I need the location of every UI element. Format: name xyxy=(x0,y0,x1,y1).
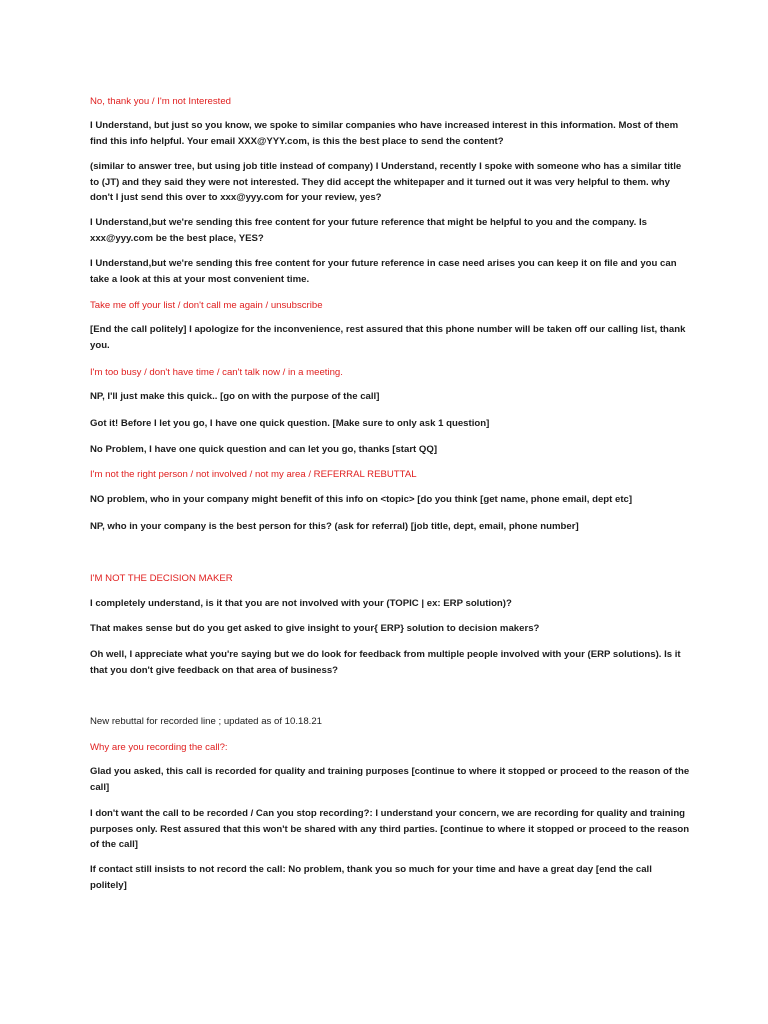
rebuttal-not-decision-maker-2: That makes sense but do you get asked to give insight to your{ ERP} solution to decision makers? xyxy=(90,623,540,634)
rebuttal-not-right-person-1: NO problem, who in your company might benefit of this info on <topic> [do you think [get name, phone email, dept etc] xyxy=(90,494,633,505)
rebuttal-not-decision-maker-3: Oh well, I appreciate what you're saying but we do look for feedback from multiple people involved with your (ERP solutions). Is it that you don't give feedback on that area of business? xyxy=(90,649,681,676)
rebuttal-too-busy-1: NP, I'll just make this quick.. [go on with the purpose of the call] xyxy=(90,391,380,402)
rebuttal-recording-2: I don't want the call to be recorded / Can you stop recording?: I understand your concern, we are recording for quality and training purposes only. Rest assured that this won't be shared with any third parties. [continue to where it stopped or proceed to the reason of the call] xyxy=(90,808,690,850)
rebuttal-too-busy-2: Got it! Before I let you go, I have one quick question. [Make sure to only ask 1 question] xyxy=(90,418,490,429)
rebuttal-not-interested-3: I Understand,but we're sending this free content for your future reference that might be helpful to you and the company. Is xxx@yyy.com be the best place, YES? xyxy=(90,217,648,244)
rebuttal-not-interested-4: I Understand,but we're sending this free content for your future reference in case need arises you can keep it on file and you can take a look at this at your most convenient time. xyxy=(90,258,677,285)
heading-not-decision-maker: I'M NOT THE DECISION MAKER xyxy=(90,573,233,584)
rebuttal-recording-1: Glad you asked, this call is recorded for quality and training purposes [continue to where it stopped or proceed to the reason of the call] xyxy=(90,766,690,793)
rebuttal-not-decision-maker-1: I completely understand, is it that you are not involved with your (TOPIC | ex: ERP solution)? xyxy=(90,598,512,609)
recorded-line-note: New rebuttal for recorded line ; updated as of 10.18.21 xyxy=(90,716,322,727)
heading-take-me-off: Take me off your list / don't call me again / unsubscribe xyxy=(90,300,323,311)
heading-too-busy: I'm too busy / don't have time / can't talk now / in a meeting. xyxy=(90,367,343,378)
heading-not-interested: No, thank you / I'm not Interested xyxy=(90,96,232,107)
heading-not-right-person: I'm not the right person / not involved / not my area / REFERRAL REBUTTAL xyxy=(90,469,417,480)
heading-recording: Why are you recording the call?: xyxy=(90,742,228,753)
rebuttal-recording-3: If contact still insists to not record the call: No problem, thank you so much for your time and have a great day [end the call politely] xyxy=(90,864,652,891)
rebuttal-take-me-off-1: [End the call politely] I apologize for the inconvenience, rest assured that this phone number will be taken off our calling list, thank you. xyxy=(90,324,686,351)
rebuttal-not-interested-1: I Understand, but just so you know, we spoke to similar companies who have increased interest in this information. Most of them find this info helpful. Your email XXX@YYY.com, is this the best place to send the content? xyxy=(90,120,679,147)
rebuttal-too-busy-3: No Problem, I have one quick question and can let you go, thanks [start QQ] xyxy=(90,444,438,455)
rebuttal-not-right-person-2: NP, who in your company is the best person for this? (ask for referral) [job title, dept, email, phone number] xyxy=(90,521,579,532)
rebuttal-not-interested-2: (similar to answer tree, but using job title instead of company) I Understand, recently I spoke with someone who has a similar title to (JT) and they said they were not interested. They did accept the whitepaper and it turned out it was very helpful to them. why don't I just send this over to xxx@yyy.com for your review, yes? xyxy=(90,161,682,203)
